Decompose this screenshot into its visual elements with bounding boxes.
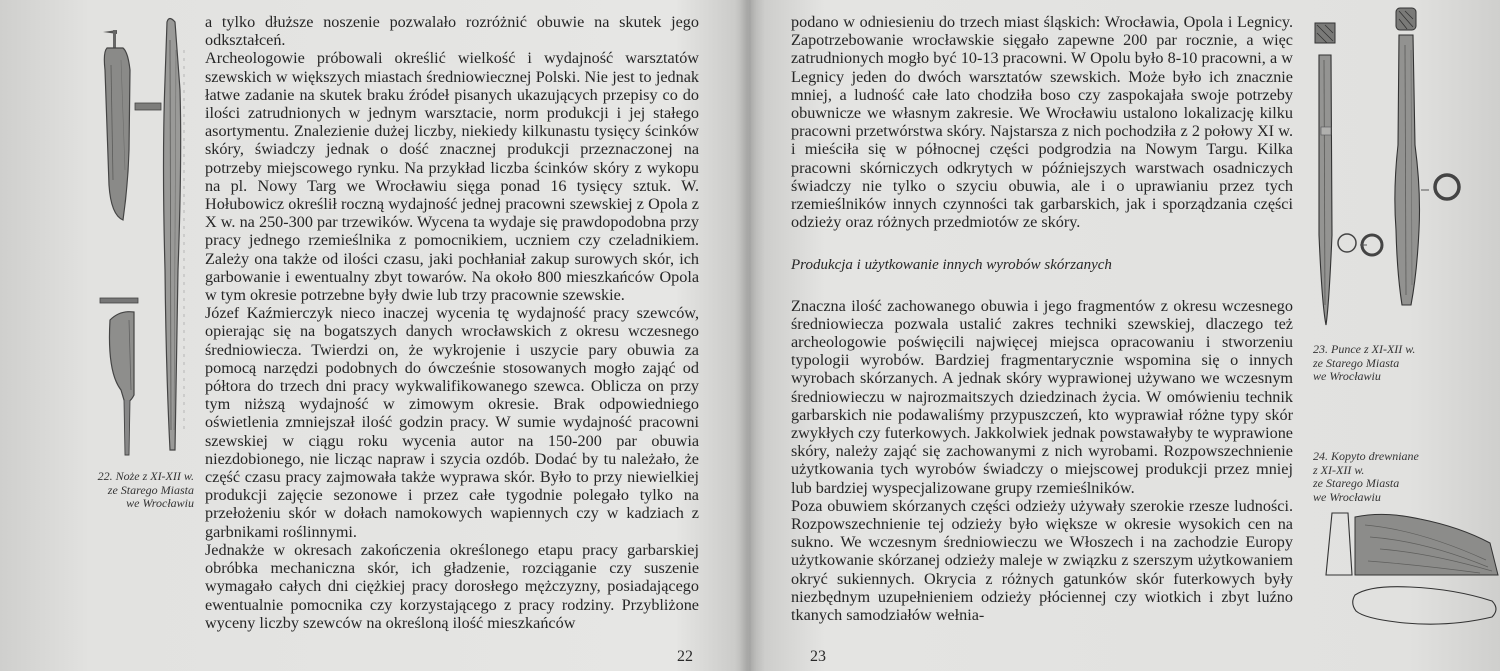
- paragraph: Jednakże w okresach zakończenia określonego etapu pracy garbarskiej obróbka mechaniczna skór, ich gładzenie, rozciąganie czy suszenie wymagało całych dni ciężkiej pracy dorosłego mężczyzny, posiadającego ewentualnie pomocnika czy korzystającego z pracy rodziny. Przybliżone wyceny liczby szewców na określoną ilość mieszkańców: [205, 540, 699, 632]
- right-page-text: [791, 13, 1293, 624]
- figure-24-wooden-last: [1310, 505, 1500, 645]
- figure-22-caption: 22. Noże z XI-XII w. ze Starego Miasta we Wrocławiu: [97, 469, 194, 510]
- figure-22-knives: [85, 10, 205, 460]
- paragraph: a tylko dłuższe noszenie pozwalało rozróżnić obuwie na skutek jego odkształceń.: [205, 13, 699, 50]
- paragraph: Znaczna ilość zachowanego obuwia i jego fragmentów z okresu wczesnego średniowiecza pozwala ustalić zakres techniki szewskiej, dlaczego też archeologowie poświęcili najwięcej miejsca opracowaniu i stworzeniu typologii wyrobów. Bardziej fragmentarycznie wspomina się o innych wyrobach skórzanych. A jednak skóry wyprawionej używano we wczesnym średniowieczu w najrozmaitszych dziedzinach życia. W omówieniu technik garbarskich nie podawaliśmy przypuszczeń, kto wyprawiał różne typy skór zwykłych czy futerkowych. Jakkolwiek jednak powstawałyby te wyprawione skóry, należy zająć się zachowanymi z nich wyrobami. Rozpowszechnienie użytkowania tych wyrobów świadczy o miejscowej produkcji przez mniej lub bardziej wyspecjalizowane grupy rzemieślników.: [791, 296, 1293, 497]
- figure-23-caption: 23. Punce z XI-XII w. ze Starego Miasta we Wrocławiu: [1313, 342, 1416, 383]
- figure-23-punches: [1305, 5, 1475, 340]
- book-gutter: [735, 0, 765, 671]
- paragraph: Archeologowie próbowali określić wielkość i wydajność warsztatów szewskich w większych miastach średniowiecznej Polski. Nie jest to jednak łatwe zadanie na skutek braku źródeł pisanych ukazujących przepisy co do ilości zatrudnionych w jednym warsztacie, norm produkcji i jej stałego asortymentu. Znalezienie dużej liczby, niekiedy kilkunastu tysięcy ścinków skóry, świadczy jednak o dość znacznej produkcji przeznaczonej na potrzeby miejscowego rynku. Na przykład liczba ścinków skóry z wykopu na pl. Nowy Targ we Wrocławiu sięga ponad 16 tysięcy sztuk. W. Hołubowicz określił roczną wydajność jednej pracowni szewskiej z Opola z X w. na 250-300 par trzewików. Wycena ta wydaje się prawdopodobna przy pracy jednego rzemieślnika z pomocnikiem, uczniem czy czeladnikiem. Zależy ona także od ilości czasu, jaki pochłaniał zakup surowych skór, ich garbowanie i ewentualny zbyt towarów. Na około 800 mieszkańców Opola w tym okresie potrzebne były dwie lub trzy pracownie szewskie.: [205, 49, 699, 305]
- paragraph: Józef Kaźmierczyk nieco inaczej wycenia tę wydajność pracy szewców, opierając się na bogatszych danych wrocławskich z okresu wczesnego średniowiecza. Twierdzi on, że wykrojenie i uszycie pary obuwia za pomocą narzędzi podobnych do ówcześnie stosowanych mogło zająć od półtora do trzech dni pracy wykwalifikowanego szewca. Oblicza on przy tym niższą wydajność w zimowym okresie. Brak odpowiedniego oświetlenia zmniejszał ilość godzin pracy. W sumie wydajność pracowni szewskiej w ciągu roku wycenia autor na 150-200 par obuwia niezdobionego, nie licząc napraw i szycia ozdób. Dodać by tu należało, że część czasu pracy zajmowała także wyprawa skór. Było to przy niewielkiej produkcji zajęcie sezonowe i przez całe tygodnie polegało tylko na przełożeniu skór w dołach namokowych wapiennych czy w kadziach z garbnikami roślinnymi.: [205, 304, 699, 541]
- figure-24-caption: 24. Kopyto drewniane z XI-XII w. ze Starego Miasta we Wrocławiu: [1313, 449, 1419, 504]
- paragraph: Poza obuwiem skórzanych części odzieży używały szerokie rzesze ludności. Rozpowszechnienie tej odzieży było większe w okresie wysokich cen na sukno. We wczesnym średniowieczu we Włoszech i na zachodzie Europy użytkowanie skórzanej odzieży maleje w związku z szerszym użytkowaniem okryć sukiennych. Okrycia z różnych gatunków skór futerkowych były niezbędnym uzupełnieniem odzieży płóciennej czy wiotkich i zbyt luźno tkanych samodziałów wełnia-: [791, 496, 1293, 625]
- paragraph: podano w odniesieniu do trzech miast śląskich: Wrocławia, Opola i Legnicy. Zapotrzebowanie wrocławskie sięgało zapewne 200 par rocznie, a więc zatrudnionych mogło być 10-13 pracowni. W Opolu było 8-10 pracowni, a w Legnicy jeden do dwóch warsztatów szewskich. Może było ich znacznie mniej, a ludność całe lato chodziła boso czy zaspokajała swoje potrzeby obuwnicze we własnym zakresie. We Wrocławiu ustalono lokalizację kilku pracowni przetwórstwa skóry. Najstarsza z nich pochodziła z 2 połowy XI w. i mieściła się w północnej części podgrodzia na Nowym Targu. Kilka pracowni skórniczych odkrytych w późniejszych warstwach osadniczych świadczy nie tylko o szyciu obuwia, ale i o uprawianiu przez tych rzemieślników innych czynności tak garbarskich, jak i sporządzania części odzieży oraz różnych przedmiotów ze skóry.: [791, 13, 1293, 232]
- page-number-right: 23: [810, 648, 826, 665]
- section-heading: Produkcja i użytkowanie innych wyrobów skórzanych: [791, 257, 1112, 274]
- page-number-left: 22: [677, 648, 693, 665]
- left-page-text: [205, 13, 699, 632]
